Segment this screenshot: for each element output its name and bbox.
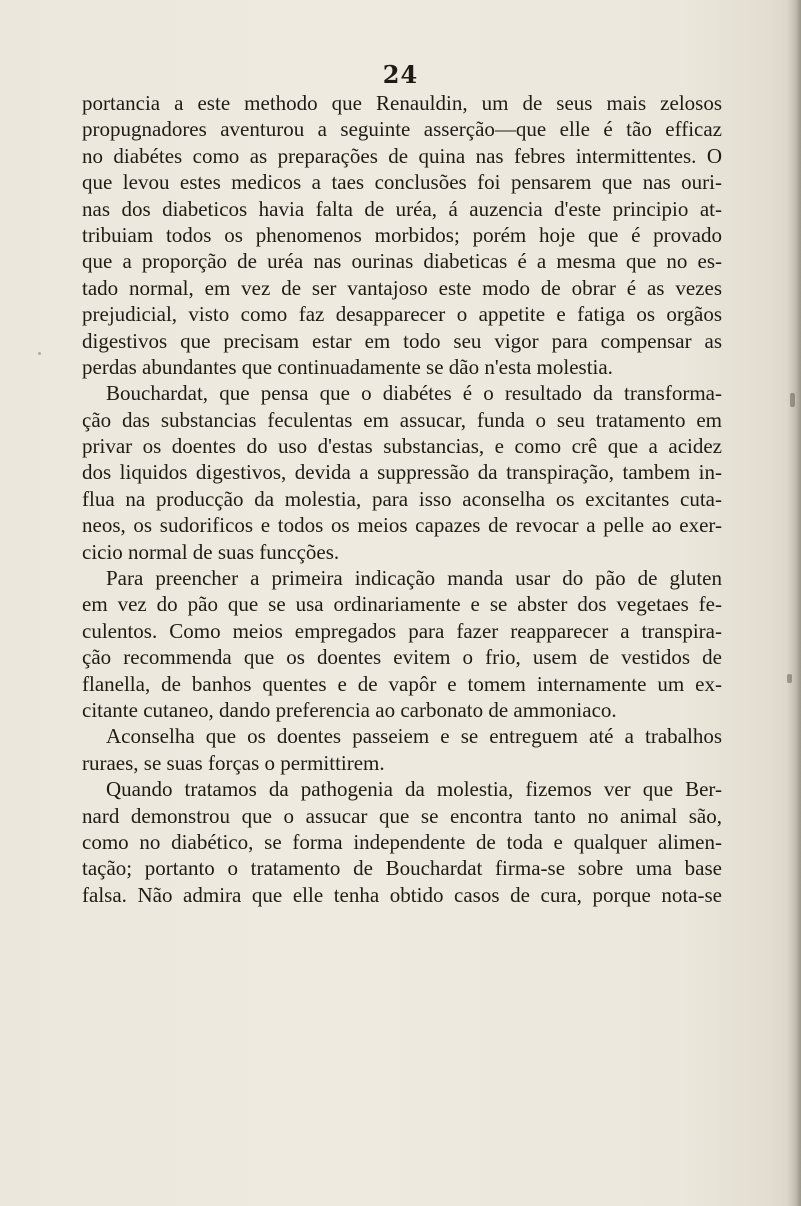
text-line: tado normal, em vez de ser vantajoso este modo de obrar é as vezes [82, 275, 722, 300]
text-line: perdas abundantes que continuadamente se dão n'esta molestia. [82, 354, 613, 379]
text-line: ção das substancias feculentas em assucar, funda o seu tratamento em [82, 407, 722, 432]
text-line: Bouchardat, que pensa que o diabétes é o resultado da transforma- [106, 381, 722, 406]
text-line: neos, os sudorificos e todos os meios capazes de revocar a pelle ao exer- [82, 513, 722, 538]
text-line: privar os doentes do uso d'estas substancias, e como crê que a acidez [82, 434, 722, 459]
text-line: nas dos diabeticos havia falta de uréa, á auzencia d'este principio at- [82, 196, 722, 221]
ink-speck [38, 352, 41, 355]
text-line: em vez do pão que se usa ordinariamente e se abster dos vegetaes fe- [82, 592, 722, 617]
text-line: tribuiam todos os phenomenos morbidos; porém hoje que é provado [82, 222, 722, 247]
text-line: no diabétes como as preparações de quina nas febres intermittentes. O [82, 143, 722, 168]
text-line: prejudicial, visto como faz desapparecer o appetite e fatiga os orgãos [82, 302, 722, 327]
text-line: flanella, de banhos quentes e de vapôr e tomem internamente um ex- [82, 671, 722, 696]
body-text [82, 90, 722, 908]
text-line: dos liquidos digestivos, devida a suppressão da transpiração, tambem in- [82, 460, 722, 485]
text-line: digestivos que precisam estar em todo seu vigor para compensar as [82, 328, 722, 353]
page-number: 24 [382, 60, 419, 89]
text-line: flua na producção da molestia, para isso aconselha os excitantes cuta- [82, 486, 722, 511]
text-line: ção recommenda que os doentes evitem o frio, usem de vestidos de [82, 645, 722, 670]
text-line: Quando tratamos da pathogenia da molestia, fizemos ver que Ber- [106, 777, 722, 802]
text-line: que levou estes medicos a taes conclusões foi pensarem que nas ouri- [82, 170, 722, 195]
ink-speck [787, 674, 792, 683]
text-line: portancia a este methodo que Renauldin, um de seus mais zelosos [82, 91, 722, 115]
text-line: nard demonstrou que o assucar que se encontra tanto no animal são, [82, 803, 722, 828]
ink-speck [790, 393, 795, 407]
text-line: tação; portanto o tratamento de Bouchardat firma-se sobre uma base [82, 856, 722, 881]
text-line: cicio normal de suas funcções. [82, 539, 340, 564]
text-line: propugnadores aventurou a seguinte asserção—que elle é tão efficaz [82, 117, 722, 142]
text-line: citante cutaneo, dando preferencia ao carbonato de ammoniaco. [82, 697, 617, 722]
text-line: falsa. Não admira que elle tenha obtido casos de cura, porque nota-se [82, 882, 722, 907]
text-line: culentos. Como meios empregados para fazer reapparecer a transpira- [82, 618, 722, 643]
text-line: Aconselha que os doentes passeiem e se entreguem até a trabalhos [106, 724, 722, 749]
text-line: como no diabético, se forma independente de toda e qualquer alimen- [82, 829, 722, 854]
text-line: ruraes, se suas forças o permittirem. [82, 750, 385, 775]
text-line: Para preencher a primeira indicação manda usar do pão de gluten [106, 566, 722, 591]
page-edge-shadow [787, 0, 801, 1206]
text-line: que a proporção de uréa nas ourinas diabeticas é a mesma que no es- [82, 249, 722, 274]
